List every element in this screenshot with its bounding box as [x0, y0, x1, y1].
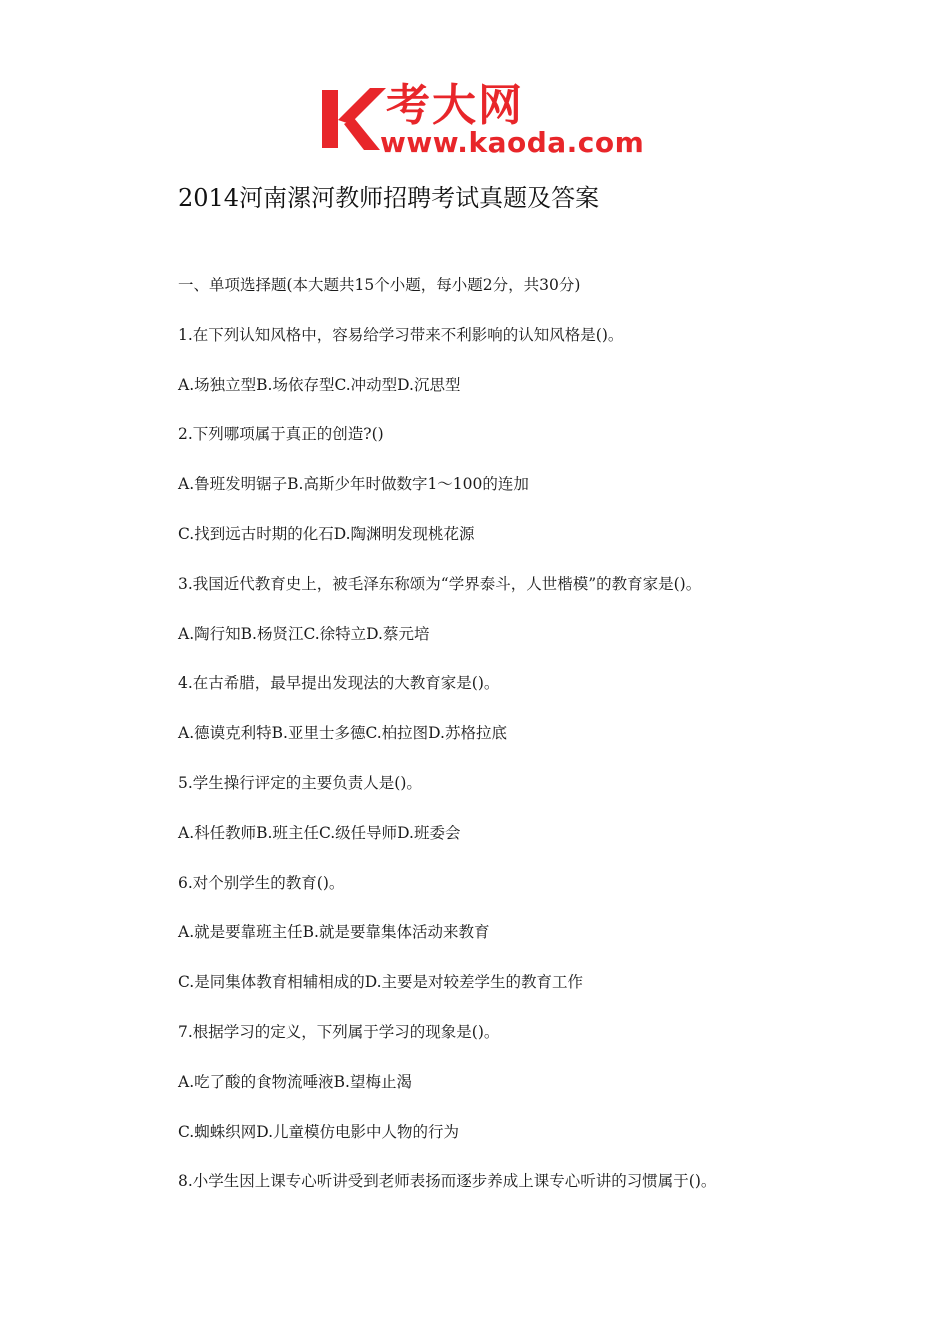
question-line: A.陶行知B.杨贤江C.徐特立D.蔡元培 — [178, 624, 430, 643]
question-line: 2.下列哪项属于真正的创造?() — [178, 425, 384, 444]
question-line: C.找到远古时期的化石D.陶渊明发现桃花源 — [178, 524, 475, 543]
section-heading: 一、单项选择题(本大题共15个小题，每小题2分，共30分) — [178, 276, 581, 294]
question-line: A.鲁班发明锯子B.高斯少年时做数字1～100的连加 — [178, 475, 529, 494]
question-line: A.科任教师B.班主任C.级任导师D.班委会 — [178, 823, 461, 842]
logo-brand-text: 考大网 — [386, 80, 524, 131]
question-line: 7.根据学习的定义，下列属于学习的现象是()。 — [178, 1022, 500, 1041]
site-logo — [320, 80, 645, 159]
document-body — [178, 268, 878, 1214]
question-line: 6.对个别学生的教育()。 — [178, 873, 345, 892]
question-line: A.德谟克利特B.亚里士多德C.柏拉图D.苏格拉底 — [178, 724, 507, 743]
question-line: C.是同集体教育相辅相成的D.主要是对较差学生的教育工作 — [178, 973, 584, 992]
question-line: A.就是要靠班主任B.就是要靠集体活动来教育 — [178, 923, 490, 942]
question-line: 3.我国近代教育史上，被毛泽东称颂为“学界泰斗，人世楷模”的教育家是()。 — [178, 574, 702, 593]
question-line: A.场独立型B.场依存型C.冲动型D.沉思型 — [178, 375, 461, 394]
document-title: 2014河南漯河教师招聘考试真题及答案 — [178, 184, 600, 212]
question-line: 1.在下列认知风格中，容易给学习带来不利影响的认知风格是()。 — [178, 325, 624, 344]
question-line: 5.学生操行评定的主要负责人是()。 — [178, 773, 422, 792]
question-line: 8.小学生因上课专心听讲受到老师表扬而逐步养成上课专心听讲的习惯属于()。 — [178, 1172, 717, 1191]
question-line: 4.在古希腊，最早提出发现法的大教育家是()。 — [178, 674, 500, 693]
question-line: C.蜘蛛织网D.儿童模仿电影中人物的行为 — [178, 1122, 460, 1141]
question-line: A.吃了酸的食物流唾液B.望梅止渴 — [178, 1072, 412, 1091]
logo-url-text: www.kaoda.com — [380, 126, 645, 159]
